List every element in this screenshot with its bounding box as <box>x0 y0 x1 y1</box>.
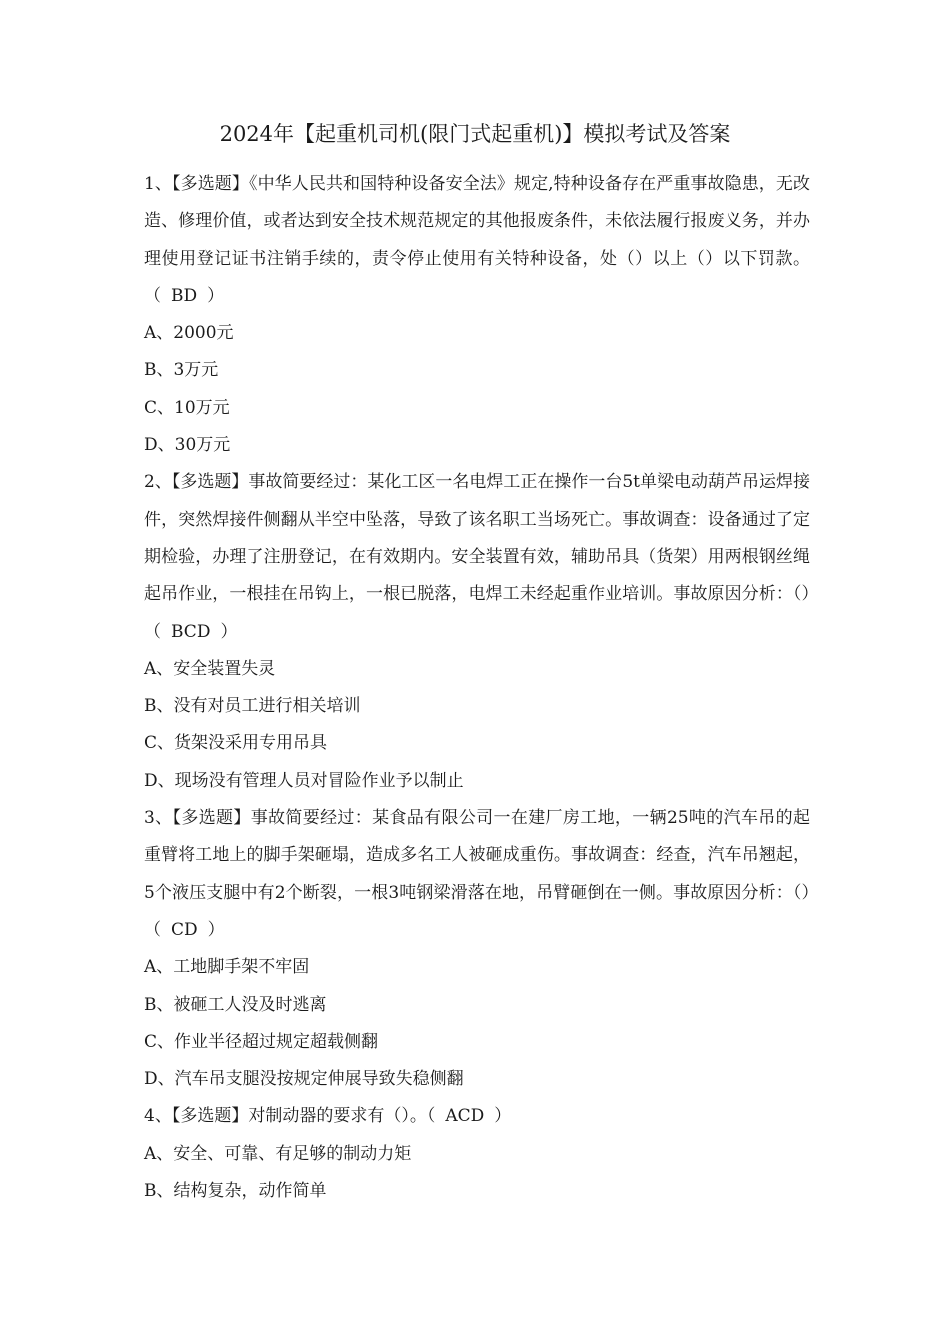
option-b: B、结构复杂，动作简单 <box>144 1181 327 1202</box>
option-a: A、工地脚手架不牢固 <box>144 957 310 978</box>
document-title: 2024年【起重机司机(限门式起重机)】模拟考试及答案 <box>219 122 731 146</box>
question-text: 3、【多选题】事故简要经过：某食品有限公司一在建厂房工地，一辆25吨的汽车吊的起重臂将工地上的脚手架砸塌，造成多名工人被砸成重伤。事故调查：经查，汽车吊翘起，5个液压支腿中有2个断裂，一根3吨钢梁滑落在地，吊臂砸倒在一侧。事故原因分析：（）（ CD ） <box>144 808 810 940</box>
option-c: C、作业半径超过规定超载侧翻 <box>144 1031 379 1052</box>
answer-key: ACD <box>445 1106 485 1127</box>
question-text: 2、【多选题】事故简要经过：某化工区一名电焊工正在操作一台5t单梁电动葫芦吊运焊接件，突然焊接件侧翻从半空中坠落，导致了该名职工当场死亡。事故调查：设备通过了定期检验，办理了注册登记，在有效期内。安全装置有效，辅助吊具（货架）用两根钢丝绳起吊作业，一根挂在吊钩上，一根已脱落，电焊工未经起重作业培训。事故原因分析：（）（ BCD ） <box>144 472 810 642</box>
option-d: D、现场没有管理人员对冒险作业予以制止 <box>144 770 464 791</box>
option-c: C、10万元 <box>144 397 230 418</box>
answer-key: BD <box>171 285 198 306</box>
question-2 <box>144 464 810 800</box>
option-a: A、2000元 <box>144 323 234 344</box>
option-b: B、3万元 <box>144 360 219 381</box>
option-c: C、货架没采用专用吊具 <box>144 733 328 754</box>
option-d: D、汽车吊支腿没按规定伸展导致失稳侧翻 <box>144 1069 464 1090</box>
question-3 <box>144 800 810 1098</box>
document-body <box>144 166 810 1210</box>
option-a: A、安全装置失灵 <box>144 658 276 679</box>
option-b: B、被砸工人没及时逃离 <box>144 994 327 1015</box>
option-a: A、安全、可靠、有足够的制动力矩 <box>144 1143 412 1164</box>
question-4 <box>144 1098 810 1210</box>
question-1 <box>144 166 810 464</box>
question-text: 4、【多选题】对制动器的要求有（）。（ ACD ） <box>144 1106 512 1127</box>
question-text: 1、【多选题】《中华人民共和国特种设备安全法》规定,特种设备存在严重事故隐患，无改造、修理价值，或者达到安全技术规范规定的其他报废条件，未依法履行报废义务，并办理使用登记证书注销手续的，责令停止使用有关特种设备，处（）以上（）以下罚款。（ BD ） <box>144 174 810 306</box>
option-d: D、30万元 <box>144 435 231 456</box>
option-b: B、没有对员工进行相关培训 <box>144 696 361 717</box>
answer-key: BCD <box>171 621 211 642</box>
answer-key: CD <box>171 919 198 940</box>
